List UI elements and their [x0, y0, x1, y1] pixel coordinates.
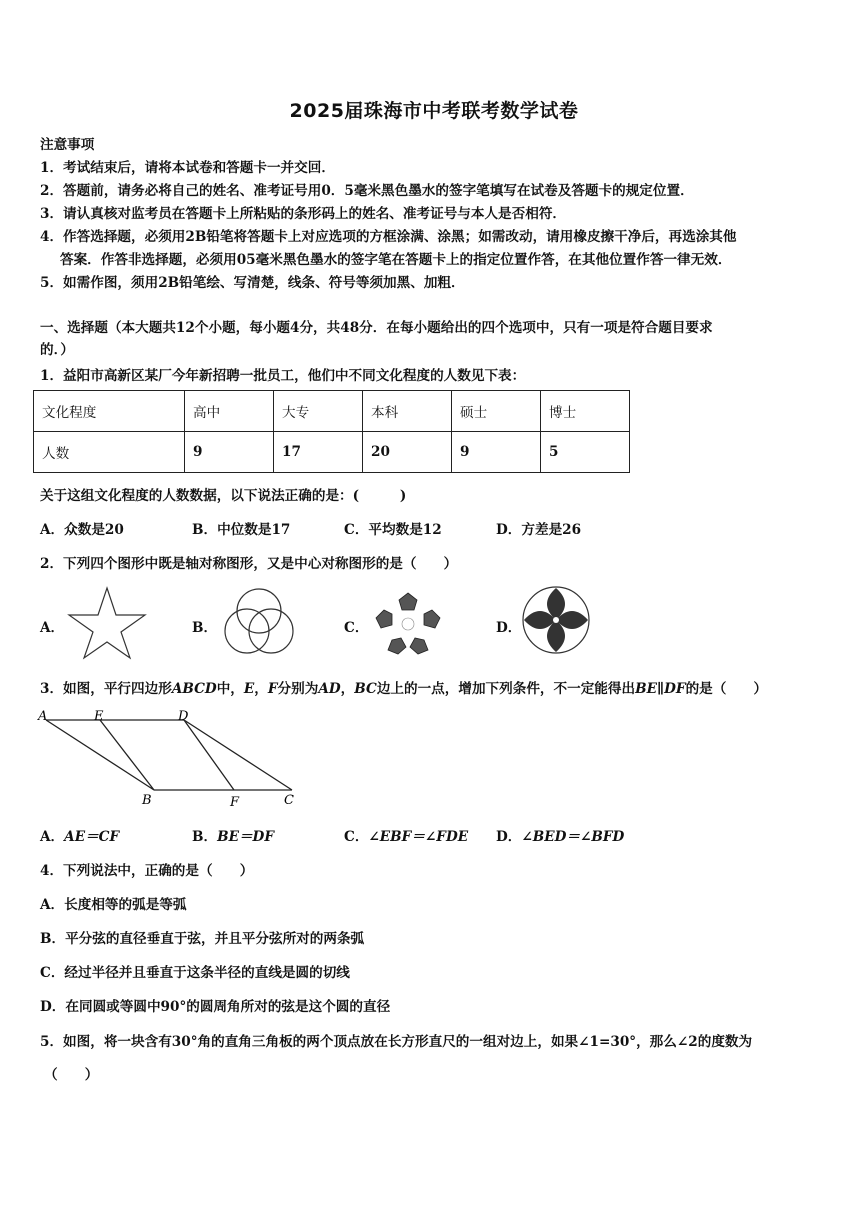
q3-option-a-label: A． [40, 829, 65, 845]
q3-option-b [192, 825, 274, 845]
q4-option-c: C．经过半径并且垂直于这条半径的直线是圆的切线 [40, 965, 350, 981]
table-header-cell: 博士 [541, 391, 630, 432]
q4-option-d: D．在同圆或等圆中90°的圆周角所对的弦是这个圆的直径 [40, 999, 391, 1015]
q3-stem-part: 3．如图，平行四边形 [40, 681, 172, 697]
table-cell: 20 [363, 432, 452, 473]
q2-stem: 2．下列四个图形中既是轴对称图形，又是中心对称图形的是（ ） [40, 556, 458, 572]
table-cell: 5 [541, 432, 630, 473]
table-header-cell: 本科 [363, 391, 452, 432]
section-heading: 一、选择题（本大题共12个小题，每小题4分，共48分．在每小题给出的四个选项中，只有一项是符合题目要求 [40, 320, 713, 336]
table-header-cell: 硕士 [452, 391, 541, 432]
table-row [34, 391, 630, 432]
notice-item-3: 3．请认真核对监考员在答题卡上所粘贴的条形码上的姓名、准考证号与本人是否相符． [40, 206, 567, 222]
table-cell: 9 [452, 432, 541, 473]
table-header-cell: 大专 [274, 391, 363, 432]
flower-circle-figure [516, 582, 596, 658]
notice-item-4: 4．作答选择题，必须用2B铅笔将答题卡上对应选项的方框涂满、涂黑；如需改动，请用橡皮擦干净后，再选涂其他 [40, 229, 737, 245]
q3-option-d-label: D． [496, 829, 522, 845]
q3-option-c-label: C． [344, 829, 369, 845]
q2-option-d-label: D． [496, 620, 522, 636]
notice-heading: 注意事项 [40, 137, 95, 153]
q3-option-d [496, 825, 624, 845]
q1-table [33, 390, 630, 473]
q1-question: 关于这组文化程度的人数数据，以下说法正确的是：( ) [40, 488, 407, 504]
notice-item-4-cont: 答案．作答非选择题，必须用05毫米黑色墨水的签字笔在答题卡上的指定位置作答，在其他位置作答一律无效． [60, 252, 732, 268]
table-row [34, 432, 630, 473]
q3-option-b-label: B． [192, 829, 218, 845]
q3-stem-math: E [243, 681, 255, 697]
point-e-label: E [94, 709, 104, 724]
q4-option-b: B．平分弦的直径垂直于弦，并且平分弦所对的两条弧 [40, 931, 365, 947]
point-d-label: D [178, 709, 189, 724]
point-c-label: C [284, 793, 294, 808]
point-b-label: B [142, 793, 152, 808]
table-header-cell: 文化程度 [34, 391, 185, 432]
q3-stem-math: BE∥DF [635, 681, 686, 697]
q3-option-b-expr: BE＝DF [217, 829, 274, 845]
q1-option-d: D．方差是26 [496, 522, 582, 538]
q3-option-a-expr: AE＝CF [64, 829, 120, 845]
table-cell: 17 [274, 432, 363, 473]
q3-stem-math: F [267, 681, 278, 697]
q4-option-a: A．长度相等的弧是等弧 [40, 897, 187, 913]
q3-option-d-expr: ∠BED＝∠BFD [521, 829, 625, 845]
notice-item-2: 2．答题前，请务必将自己的姓名、准考证号用0．5毫米黑色墨水的签字笔填写在试卷及答题卡的规定位置． [40, 183, 694, 199]
q3-stem-part: 分别为 [277, 681, 319, 697]
q3-stem-part: 中， [216, 681, 244, 697]
page-title: 2025届珠海市中考联考数学试卷 [289, 100, 579, 122]
q3-stem-part: 边上的一点，增加下列条件，不一定能得出 [376, 681, 636, 697]
q3-stem-part: ， [254, 681, 268, 697]
table-cell: 人数 [34, 432, 185, 473]
q3-stem-math: ABCD [171, 681, 217, 697]
notice-item-5: 5．如需作图，须用2B铅笔绘、写清楚，线条、符号等须加黑、加粗． [40, 275, 465, 291]
point-f-label: F [230, 795, 240, 810]
q3-option-c-expr: ∠EBF＝∠FDE [368, 829, 469, 845]
three-circles-figure [214, 584, 304, 660]
q3-stem-math: BC [354, 681, 377, 697]
section-heading-cont: 的．） [40, 342, 74, 358]
q5-stem: 5．如图，将一块含有30°角的直角三角板的两个顶点放在长方形直尺的一组对边上，如果∠1=30°，那么∠2的度数为 [40, 1034, 753, 1050]
q4-stem: 4．下列说法中，正确的是（ ） [40, 863, 254, 879]
point-a-label: A [38, 709, 48, 724]
q2-option-a-label: A． [40, 620, 65, 636]
q5-stem-cont: （ ） [44, 1067, 99, 1083]
q3-stem [40, 677, 767, 697]
q3-stem-part: 的是（ ） [685, 681, 768, 697]
q3-stem-part: ， [340, 681, 355, 697]
q1-option-a: A．众数是20 [40, 522, 124, 538]
table-cell: 9 [185, 432, 274, 473]
q1-option-b: B．中位数是17 [192, 522, 291, 538]
pentagon-ring-figure [372, 590, 444, 656]
table-header-cell: 高中 [185, 391, 274, 432]
notice-item-1: 1．考试结束后，请将本试卷和答题卡一并交回． [40, 160, 335, 176]
q3-option-a [40, 825, 119, 845]
q3-stem-math: AD [318, 681, 341, 697]
q2-option-b-label: B． [192, 620, 218, 636]
q2-option-c-label: C． [344, 620, 369, 636]
q1-option-c: C．平均数是12 [344, 522, 442, 538]
parallelogram-figure [36, 706, 306, 810]
star-figure [66, 584, 148, 660]
q3-option-c [344, 825, 468, 845]
q1-stem: 1．益阳市高新区某厂今年新招聘一批员工，他们中不同文化程度的人数见下表： [40, 368, 526, 384]
